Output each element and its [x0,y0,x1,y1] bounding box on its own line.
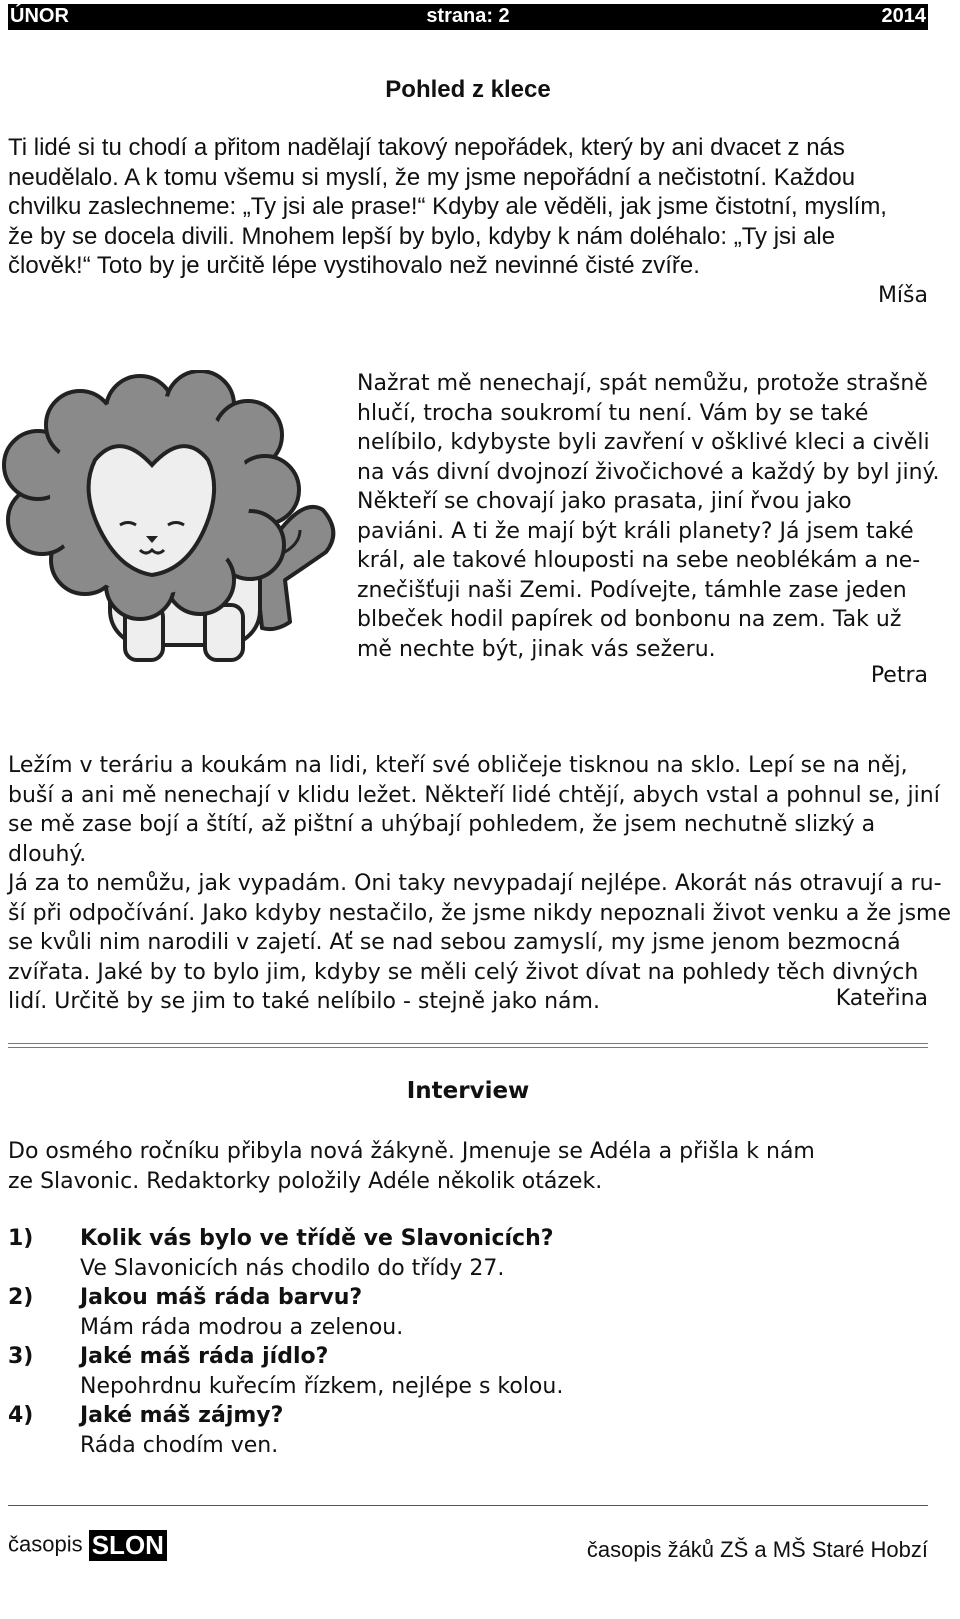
question-number: 2) [8,1285,34,1310]
interview-question: Jaké máš zájmy? [80,1403,284,1428]
interview-title: Interview [406,1078,530,1104]
text-line: paviáni. A ti že mají být králi planety? Já jsem také [357,518,914,544]
footer-prefix: časopis [8,1531,83,1557]
article-title: Pohled z klece [385,76,551,103]
text-line: zvířata. Jaké by to bylo jim, kdyby se měli celý život dívat na pohledy těch divných [8,959,919,985]
text-line: se kvůli nim narodili v zajetí. Ať se nad sebou zamyslí, my jsme jenom bezmocná [8,930,901,955]
text-line: lidí. Určitě by se jim to také nelíbilo - stejně jako nám. [8,989,600,1014]
text-line: že by se docela divili. Mnohem lepší by bylo, kdyby k nám doléhalo: „Ty jsi ale [8,222,836,250]
text-line: Já za to nemůžu, jak vypadám. Oni taky nevypadají nejlépe. Akorát nás otravují a ru- [8,871,942,896]
interview-answer: Ráda chodím ven. [80,1433,279,1458]
article-paragraph-2 [357,369,939,664]
page-header [8,4,928,30]
lion-illustration [0,370,345,670]
text-line: znečišťuji naši Zemi. Podívejte, támhle zase jeden [357,577,907,603]
text-line: ší při odpočívání. Jako kdyby nestačilo, že jsme nikdy nepoznali život venku a že jsme [8,900,952,926]
footer-publisher: časopis žáků ZŠ a MŠ Staré Hobzí [586,1537,928,1562]
question-number: 1) [8,1226,34,1251]
header-year: 2014 [881,5,926,27]
text-line: Do osmého ročníku přibyla nová žákyně. Jmenuje se Adéla a přišla k nám [8,1139,815,1164]
footer-magazine-name [8,1530,167,1561]
interview-question: Kolik vás bylo ve třídě ve Slavonicích? [80,1226,554,1251]
text-line: člověk!“ Toto by je určitě lépe vystihovalo než nevinné čisté zvíře. [8,252,700,279]
text-line: na vás divní dvojnozí živočichové a každý by byl jiný. [357,459,940,485]
header-month: ÚNOR [10,5,69,27]
text-line: král, ale takové hlouposti na sebe neoblékám a ne- [357,548,921,573]
slon-logo: SLON [89,1530,167,1561]
text-line: Ležím v teráriu a koukám na lidi, kteří své obličeje tisknou na sklo. Lepí se na něj, [8,753,908,778]
question-number: 3) [8,1344,34,1369]
text-line: se mě zase bojí a štítí, až pištní a uhýbají pohledem, že jsem nechutně slizký a dlouhý. [8,812,876,867]
text-line: neudělalo. A k tomu všemu si myslí, že my jsme nepořádní a nečistotní. Každou [8,163,856,191]
section-divider [8,1043,928,1048]
text-line: Někteří se chovají jako prasata, jiní řvou jako [357,489,852,514]
author-katerina: Kateřina [835,986,928,1011]
article-paragraph-3 [8,751,960,1017]
header-page-number: strana: 2 [426,5,510,27]
text-line: ze Slavonic. Redaktorky položily Adéle několik otázek. [8,1168,603,1194]
text-line: mě nechte být, jinak vás sežeru. [357,636,716,662]
text-line: chvilku zaslechneme: „Ty jsi ale prase!“ Kdyby ale věděli, jak jsme čistotní, myslím, [8,193,887,220]
text-line: Nažrat mě nenechají, spát nemůžu, protože strašně [357,371,928,396]
question-number: 4) [8,1403,34,1428]
interview-intro [8,1137,815,1196]
interview-question: Jaké máš ráda jídlo? [80,1344,329,1369]
article-paragraph-1 [8,133,887,281]
text-line: hlučí, trocha soukromí tu není. Vám by se také [357,400,869,426]
interview-answer: Mám ráda modrou a zelenou. [80,1315,404,1340]
text-line: blbeček hodil papírek od bonbonu na zem. Tak už [357,607,902,632]
text-line: nelíbilo, kdybyste byli zavření v ošklivé kleci a civěli [357,430,930,455]
interview-question: Jakou máš ráda barvu? [80,1285,363,1310]
interview-answer: Nepohrdnu kuřecím řízkem, nejlépe s kolou. [80,1374,564,1399]
interview-answer: Ve Slavonicích nás chodilo do třídy 27. [80,1256,505,1281]
text-line: Ti lidé si tu chodí a přitom nadělají takový nepořádek, který by ani dvacet z nás [8,134,845,161]
author-petra: Petra [870,663,928,688]
text-line: buší a ani mě nenechají v klidu ležet. Někteří lidé chtějí, abych vstal a pohnul se, jiní [8,782,940,808]
author-misa: Míša [877,283,928,308]
footer-divider [8,1505,928,1506]
